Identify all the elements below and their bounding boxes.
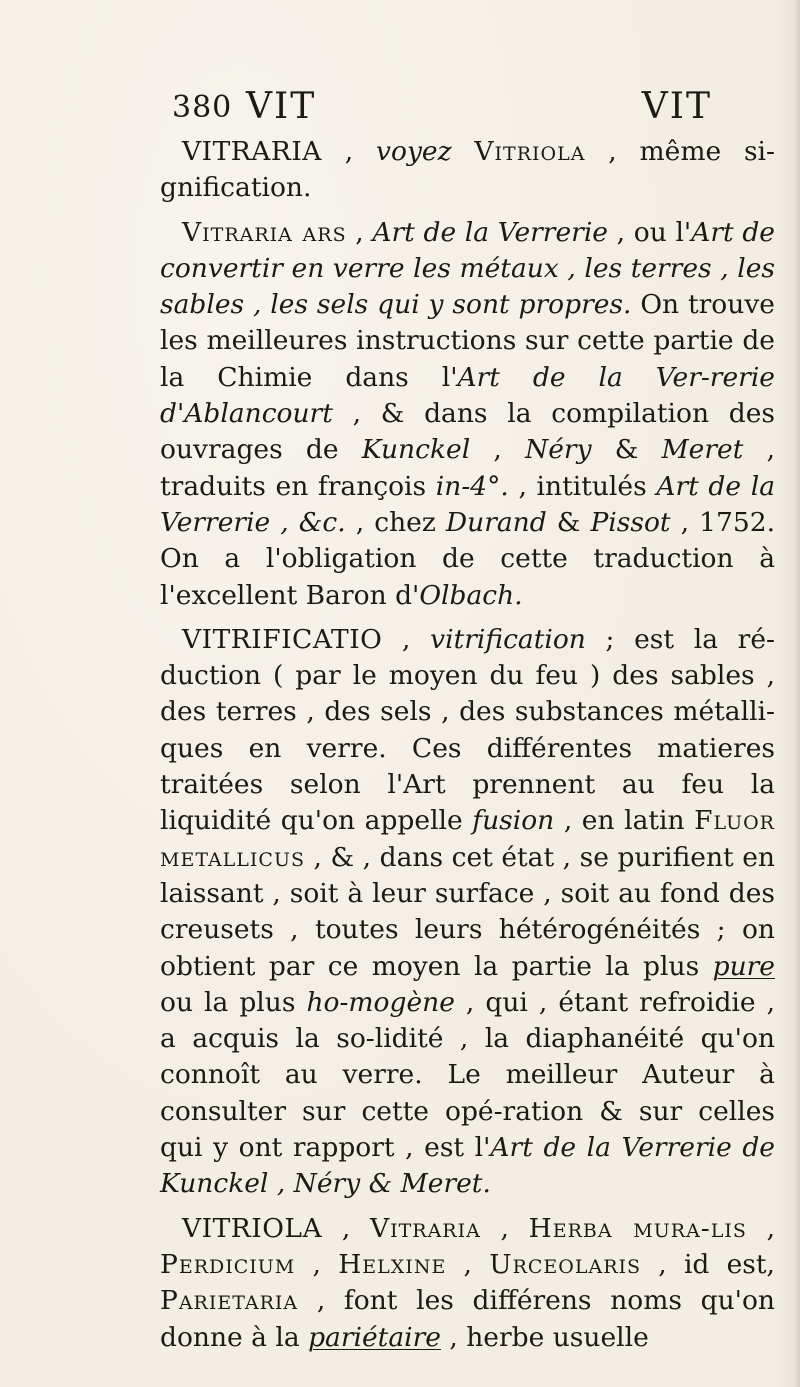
running-head [172, 86, 712, 126]
dictionary-text [160, 134, 775, 1364]
text-run: Durand [445, 506, 547, 538]
text-run: Néry [525, 434, 592, 466]
text-run: , 1752. On a l'obligation de cette traduction à l'excellent Baron d' [160, 506, 776, 611]
text-run: , en latin [554, 805, 695, 837]
text-run: , [446, 1248, 490, 1280]
text-run: , [746, 1212, 775, 1244]
text-run: , intitulés [508, 470, 657, 502]
text-run [452, 136, 475, 167]
text-run: , id est, [641, 1248, 775, 1280]
text-run: VITRIOLA [182, 1212, 323, 1244]
text-run: Perdicium [160, 1248, 296, 1280]
text-run: in-4°. [435, 470, 509, 502]
page-edge-shadow [794, 0, 800, 1387]
text-run: fusion [472, 805, 555, 837]
text-run: Vitraria [369, 1212, 481, 1244]
text-run: Vitriola [474, 136, 586, 167]
text-run: Vitraria ars [182, 216, 347, 248]
text-run: & [591, 434, 662, 466]
text-run: VITRARIA [182, 136, 322, 167]
text-run: On trouve les meilleures instructions sur cette partie de la Chimie dans l' [160, 289, 775, 393]
text-run: Urceolaris [489, 1248, 642, 1280]
text-run: Art de la Ver-rerie d'Ablancourt [160, 361, 775, 430]
running-head-left: VIT [246, 86, 317, 127]
text-run: VITRIFICATIO [182, 623, 383, 655]
text-run: ho-mogène [306, 986, 455, 1018]
text-run: , [295, 1248, 339, 1280]
text-run: vitrification [430, 623, 586, 655]
text-run: , herbe usuelle [440, 1321, 649, 1353]
entry-vitrificatio [160, 622, 775, 1203]
text-run: , [346, 216, 373, 248]
text-run: , [470, 434, 526, 466]
text-run: Meret [661, 434, 744, 466]
text-run: , traduits en françois [160, 434, 776, 502]
text-run: , & , dans cet état , se purifient en laissant , soit à leur surface , soit au fond des creusets , toutes leurs hétérogénéités ; on obtient par ce moyen la partie la plus [160, 841, 775, 982]
text-run: ou la plus [160, 986, 307, 1018]
text-run: , ou l' [607, 216, 692, 248]
text-run: Art de convertir en verre les métaux , les terres , les sables , les sels qui y sont propres. [160, 216, 775, 321]
text-run: Art de la Verrerie [372, 216, 608, 248]
text-run: Art de la Verrerie , &c. [160, 470, 775, 538]
text-run: Kunckel [361, 434, 471, 466]
text-run: , [382, 623, 431, 655]
text-run: , même si-gnification. [160, 136, 775, 204]
running-head-right: VIT [641, 86, 712, 127]
text-run: Helxine [338, 1248, 447, 1280]
text-run: & [546, 506, 591, 538]
text-run: , font les différens noms qu'on donne à la [160, 1285, 775, 1353]
text-run: , [480, 1212, 529, 1244]
text-run: voyez [376, 136, 452, 167]
entry-vitraria-ars [160, 215, 775, 614]
text-run: , [322, 1212, 370, 1244]
text-run: , [321, 136, 377, 167]
page-number: 380 [172, 90, 233, 125]
text-run: ; est la ré-duction ( par le moyen du feu ) des sables , des terres , des sels , des substances métalli-ques en verre. Ces différentes matieres traitées selon l'Art prennent au feu la liquidité qu'on appelle [160, 623, 775, 837]
text-run: pariétaire [308, 1321, 441, 1353]
text-run: Herba mura-lis [528, 1212, 747, 1244]
text-run: Olbach. [419, 579, 523, 611]
entry-vitraria [160, 134, 775, 207]
text-run: pure [712, 950, 775, 982]
text-run: , & dans la compilation des ouvrages de [160, 398, 775, 466]
text-run: Parietaria [160, 1285, 299, 1317]
text-run: Art de la Verrerie de Kunckel , Néry & Meret. [160, 1132, 775, 1200]
text-run: Pissot [590, 506, 671, 538]
text-run: , chez [345, 506, 446, 538]
entry-vitriola [160, 1211, 775, 1356]
text-run: , qui , étant refroidie , a acquis la so-lidité , la diaphanéité qu'on connoît au verre. Le meilleur Auteur à consulter sur cette opé-ration & sur celles qui y ont rapport , est l' [160, 986, 775, 1164]
text-run: Fluor metallicus [160, 805, 775, 873]
